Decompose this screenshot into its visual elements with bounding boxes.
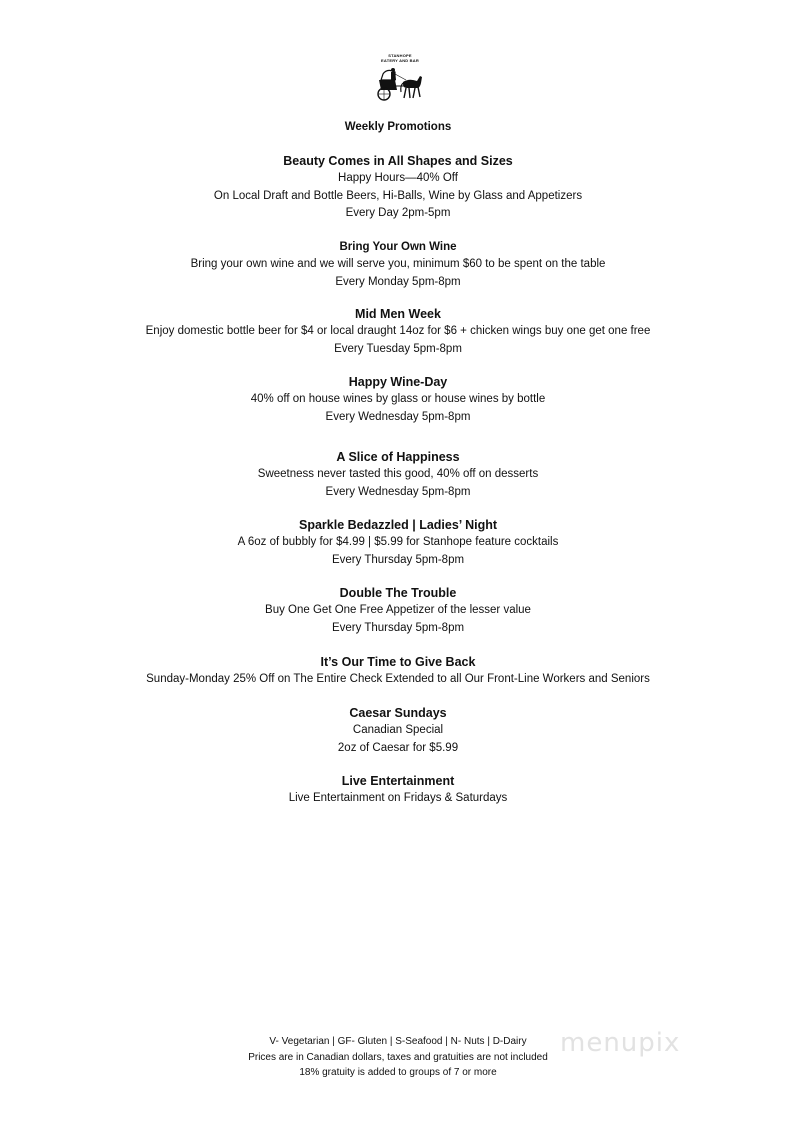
promo-slice-of-happiness xyxy=(0,448,796,501)
dietary-legend: V- Vegetarian | GF- Gluten | S-Seafood | N- Nuts | D-Dairy xyxy=(269,1036,527,1047)
promo-line: On Local Draft and Bottle Beers, Hi-Balls, Wine by Glass and Appetizers xyxy=(213,189,583,202)
promo-title: Double The Trouble xyxy=(339,586,457,600)
promo-line: 40% off on house wines by glass or house wines by bottle xyxy=(250,393,546,405)
promo-caesar-sundays xyxy=(0,704,796,757)
promo-live-entertainment xyxy=(0,772,796,808)
promo-title: Caesar Sundays xyxy=(349,706,447,720)
promo-title: A Slice of Happiness xyxy=(336,450,460,464)
promo-title: Mid Men Week xyxy=(355,307,441,321)
footer-notes xyxy=(180,1034,616,1081)
promo-line: Sweetness never tasted this good, 40% off on desserts xyxy=(257,468,539,480)
promo-mid-men-week xyxy=(0,305,796,358)
promo-ladies-night xyxy=(0,516,796,569)
menupix-watermark: menupix xyxy=(560,1028,681,1058)
promo-happy-hours xyxy=(0,152,796,223)
promo-line: Happy Hours—40% Off xyxy=(338,172,458,184)
logo-line-1: STANHOPE xyxy=(388,53,412,58)
promo-line: Enjoy domestic bottle beer for $4 or local draught 14oz for $6 + chicken wings buy one get one free xyxy=(145,325,651,337)
promo-line: Every Monday 5pm-8pm xyxy=(335,275,461,288)
promo-line: Live Entertainment on Fridays & Saturdays xyxy=(288,792,508,804)
promo-title: It’s Our Time to Give Back xyxy=(320,655,476,669)
promo-line: Every Wednesday 5pm-8pm xyxy=(325,485,471,498)
promo-line: Every Thursday 5pm-8pm xyxy=(331,553,465,566)
promo-line: Every Wednesday 5pm-8pm xyxy=(325,410,471,423)
promo-line: Every Thursday 5pm-8pm xyxy=(331,621,465,634)
promo-line: Sunday-Monday 25% Off on The Entire Check Extended to all Our Front-Line Workers and Seniors xyxy=(146,673,650,685)
promo-line: Every Day 2pm-5pm xyxy=(345,207,451,219)
promo-happy-wine-day xyxy=(0,373,796,426)
promo-give-back xyxy=(0,653,796,689)
promo-line: Canadian Special xyxy=(352,724,444,736)
logo-line-2: EATERY AND BAR xyxy=(381,58,419,63)
page-title: Weekly Promotions xyxy=(344,121,452,133)
promo-line: 2oz of Caesar for $5.99 xyxy=(337,741,459,754)
stanhope-logo xyxy=(373,50,427,106)
promo-line: Buy One Get One Free Appetizer of the lesser value xyxy=(265,604,531,616)
prices-note: Prices are in Canadian dollars, taxes and gratuities are not included xyxy=(248,1051,548,1063)
promo-line: Bring your own wine and we will serve you, minimum $60 to be spent on the table xyxy=(190,258,606,270)
promo-title: Happy Wine-Day xyxy=(348,375,448,389)
promo-bring-your-own-wine xyxy=(0,238,796,291)
promo-line: Every Tuesday 5pm-8pm xyxy=(334,342,462,355)
promo-title: Sparkle Bedazzled | Ladies’ Night xyxy=(299,518,497,532)
promo-title: Beauty Comes in All Shapes and Sizes xyxy=(283,154,513,168)
promo-title: Live Entertainment xyxy=(341,774,455,788)
gratuity-note: 18% gratuity is added to groups of 7 or more xyxy=(299,1067,497,1078)
promo-line: A 6oz of bubbly for $4.99 | $5.99 for Stanhope feature cocktails xyxy=(237,536,559,548)
promo-title: Bring Your Own Wine xyxy=(339,241,457,253)
promo-double-the-trouble xyxy=(0,584,796,637)
